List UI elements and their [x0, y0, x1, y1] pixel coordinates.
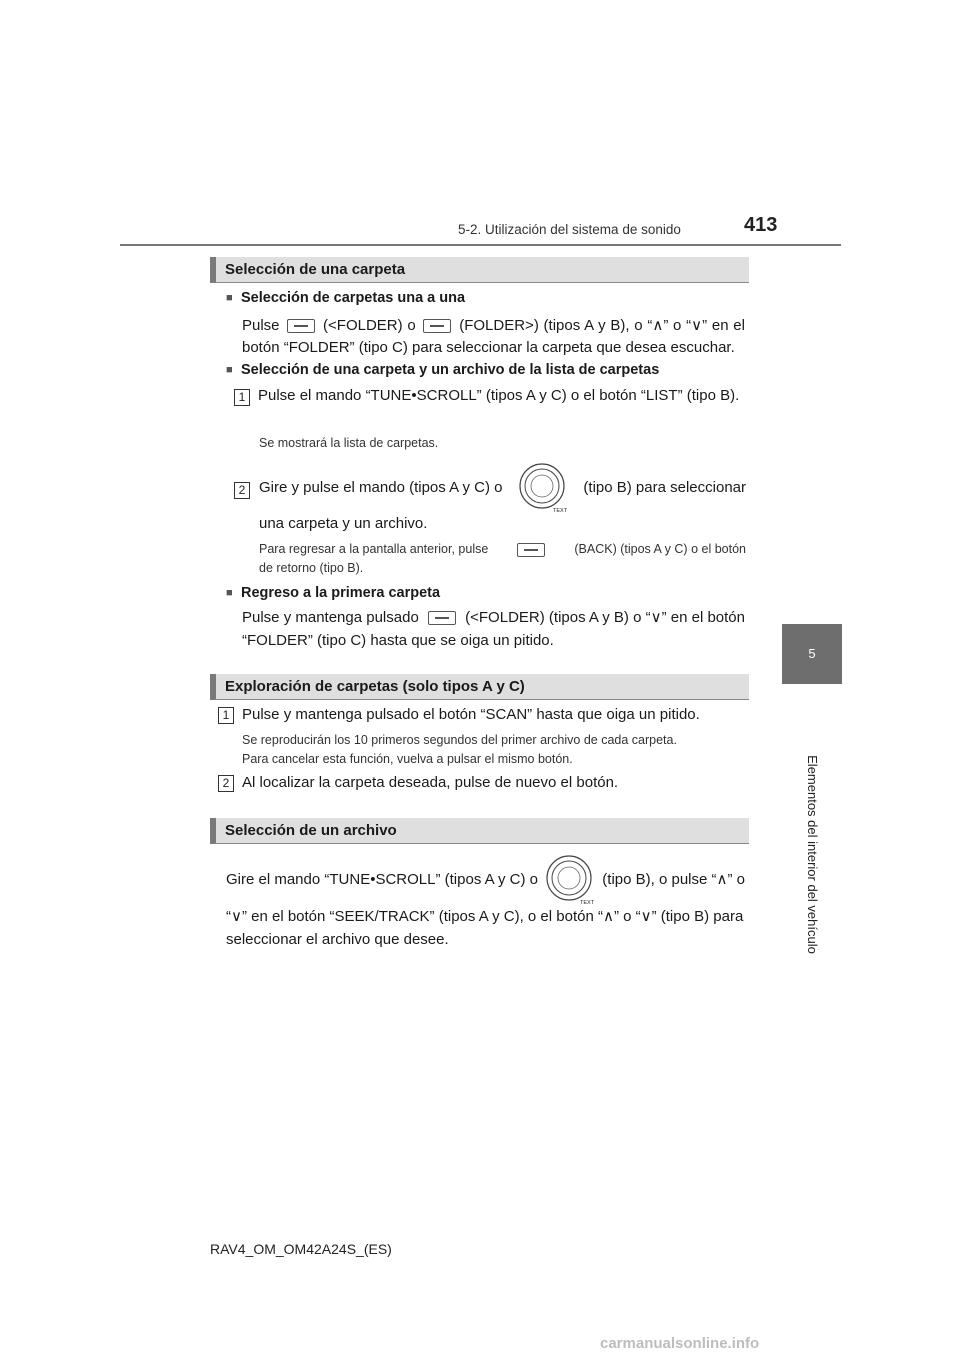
- paragraph-line: [242, 606, 745, 630]
- back-button-icon: [517, 543, 545, 557]
- paragraph-line: [259, 462, 746, 514]
- text-fragment: (FOLDER>) (tipos A y B), o “∧” o “∨” en el: [459, 317, 745, 334]
- folder-prev-button-icon: [428, 611, 456, 625]
- section-title: Exploración de carpetas (solo tipos A y C): [225, 678, 525, 695]
- step-number-2: 2: [234, 482, 250, 499]
- text-fragment: (tipo B), o pulse “∧” o: [602, 871, 745, 888]
- subheading-one-by-one: ■ Selección de carpetas una a una: [226, 290, 465, 306]
- paragraph-line: “∨” en el botón “SEEK/TRACK” (tipos A y C), o el botón “∧” o “∨” (tipo B) para: [226, 908, 744, 925]
- step-number-2: 2: [218, 775, 234, 792]
- step-text: Pulse y mantenga pulsado el botón “SCAN” hasta que oiga un pitido.: [242, 706, 700, 723]
- chapter-tab-strip: [782, 684, 842, 1024]
- text-fragment: Para regresar a la pantalla anterior, pulse: [259, 542, 489, 556]
- step-text: Pulse el mando “TUNE•SCROLL” (tipos A y C) o el botón “LIST” (tipo B).: [258, 387, 740, 404]
- section-title: Selección de un archivo: [225, 822, 397, 839]
- subheading-folder-list: ■ Selección de una carpeta y un archivo de la lista de carpetas: [226, 362, 659, 378]
- step-number-1: 1: [218, 707, 234, 724]
- section-header-folder-scan: [210, 674, 749, 700]
- step-note: Se mostrará la lista de carpetas.: [259, 436, 439, 450]
- tune-knob-icon: [545, 854, 595, 906]
- paragraph-line: una carpeta y un archivo.: [259, 515, 428, 532]
- paragraph-line: botón “FOLDER” (tipo C) para seleccionar la carpeta que desea escuchar.: [242, 339, 735, 356]
- paragraph-line: “FOLDER” (tipo C) hasta que se oiga un pitido.: [242, 632, 554, 649]
- section-header-folder-select: [210, 257, 749, 283]
- step-note: Se reproducirán los 10 primeros segundos del primer archivo de cada carpeta.: [242, 733, 677, 747]
- paragraph-line: seleccionar el archivo que desee.: [226, 931, 449, 948]
- knob-text-label: TEXT: [580, 900, 595, 906]
- step-note: Para cancelar esta función, vuelva a pulsar el mismo botón.: [242, 752, 573, 766]
- folder-prev-button-icon: [287, 319, 315, 333]
- step-note: de retorno (tipo B).: [259, 561, 364, 575]
- text-fragment: (<FOLDER) o: [323, 317, 416, 334]
- paragraph-line: [226, 854, 745, 906]
- text-fragment: Gire y pulse el mando (tipos A y C) o: [259, 479, 503, 496]
- document-code: RAV4_OM_OM42A24S_(ES): [210, 1241, 392, 1257]
- section-title: Selección de una carpeta: [225, 261, 406, 278]
- watermark: carmanualsonline.info: [600, 1335, 760, 1352]
- header-section-title: 5-2. Utilización del sistema de sonido: [458, 222, 681, 237]
- step-text: Al localizar la carpeta deseada, pulse de nuevo el botón.: [242, 774, 619, 791]
- page-number: 413: [744, 214, 778, 236]
- subheading-first-folder: ■ Regreso a la primera carpeta: [226, 585, 440, 601]
- text-fragment: (BACK) (tipos A y C) o el botón: [574, 542, 746, 556]
- section-header-file-select: [210, 818, 749, 844]
- step-note: [259, 540, 746, 559]
- folder-next-button-icon: [423, 319, 451, 333]
- text-fragment: Pulse y mantenga pulsado: [242, 609, 419, 626]
- text-fragment: Gire el mando “TUNE•SCROLL” (tipos A y C) o: [226, 871, 539, 888]
- text-fragment: Pulse: [242, 317, 280, 334]
- knob-text-label: TEXT: [552, 508, 567, 514]
- paragraph-line: [242, 314, 745, 338]
- text-fragment: (tipo B) para seleccionar: [583, 479, 746, 496]
- tune-knob-icon: [518, 462, 568, 514]
- text-fragment: (<FOLDER) (tipos A y B) o “∨” en el botón: [465, 609, 745, 626]
- header-divider: [120, 244, 841, 246]
- step-number-1: 1: [234, 389, 250, 406]
- chapter-tab-number: 5: [782, 624, 842, 684]
- chapter-tab-label: Elementos del interior del vehículo: [804, 754, 820, 954]
